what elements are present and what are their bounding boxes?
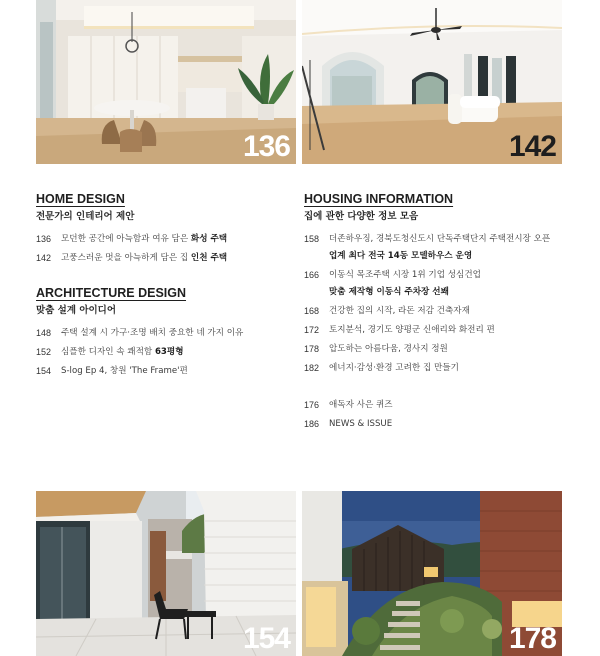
- housing-information-section: [304, 192, 566, 437]
- section-title: HOME DESIGN: [36, 192, 125, 206]
- section-subtitle: 전문가의 인테리어 제안: [36, 211, 135, 222]
- toc-item-text: 심플한 디자인 속 쾌적함: [61, 347, 155, 357]
- toc-item[interactable]: [304, 233, 566, 269]
- toc-page-number: 172: [304, 325, 320, 335]
- toc-item-highlight: 맞춤 제작형 이동식 주차장 선봬: [329, 287, 449, 297]
- toc-page-number: 158: [304, 234, 320, 244]
- toc-item[interactable]: [36, 252, 298, 271]
- toc-item-text: 애독자 사은 퀴즈: [329, 400, 393, 410]
- toc-item[interactable]: [304, 305, 566, 324]
- toc-item-text: 주택 설계 시 가구·조명 배치 중요한 네 가지 이유: [61, 328, 244, 338]
- toc-item-text: 토지분석, 경기도 양평군 신애리와 화전리 편: [329, 325, 495, 335]
- toc-item-text: NEWS & ISSUE: [329, 419, 393, 429]
- toc-item-text: 압도하는 아름다움, 경사지 정원: [329, 344, 448, 354]
- toc-item[interactable]: [304, 269, 566, 305]
- toc-item-text: 더존하우징, 경북도청신도시 단독주택단지 주택전시장 오픈: [329, 234, 551, 244]
- toc-page-number: 136: [36, 234, 52, 244]
- home-design-section: [36, 192, 298, 271]
- toc-item[interactable]: [304, 418, 566, 437]
- photo-interior-dining: [36, 0, 296, 164]
- toc-item-text: 이동식 목조주택 시장 1위 기업 성심건업: [329, 270, 481, 280]
- photo-page-number: 142: [508, 130, 556, 163]
- toc-item[interactable]: [304, 343, 566, 362]
- photo-page-number: 178: [508, 622, 556, 655]
- photo-interior-living: [302, 0, 562, 164]
- toc-page-number: 168: [304, 306, 320, 316]
- toc-item-highlight: 업계 최다 전국 14동 모델하우스 운영: [329, 251, 473, 261]
- toc-item-highlight: 인천 주택: [190, 253, 228, 263]
- toc-item[interactable]: [36, 346, 298, 365]
- toc-page-number: 176: [304, 400, 320, 410]
- toc-item-text: 에너지·감성·환경 고려한 집 만들기: [329, 363, 459, 373]
- toc-item[interactable]: [36, 233, 298, 252]
- section-subtitle: 집에 관한 다양한 정보 모음: [304, 211, 419, 222]
- section-subtitle: 맞춤 설계 아이디어: [36, 305, 117, 316]
- toc-page-number: 186: [304, 419, 320, 429]
- toc-item[interactable]: [36, 327, 298, 346]
- right-column: [304, 192, 566, 437]
- toc-item-highlight: 63평형: [154, 347, 184, 357]
- toc-item-text: S-log Ep 4, 창원 'The Frame'편: [61, 366, 188, 376]
- architecture-design-section: [36, 286, 298, 384]
- toc-item-highlight: 화성 주택: [190, 234, 228, 244]
- spacer: [304, 381, 566, 399]
- toc-item[interactable]: [304, 399, 566, 418]
- toc-page-number: 142: [36, 253, 52, 263]
- toc-item-text: 건강한 집의 시작, 라돈 저감 건축자재: [329, 306, 470, 316]
- toc-page-number: 152: [36, 347, 52, 357]
- toc-item[interactable]: [304, 362, 566, 381]
- toc-page-number: 178: [304, 344, 320, 354]
- left-column: [36, 192, 298, 384]
- photo-page-number: 154: [242, 622, 290, 655]
- photo-page-number: 136: [242, 130, 290, 163]
- toc-item-text: 고풍스러운 멋을 아늑하게 담은 집: [61, 253, 191, 263]
- photo-exterior-garden: [302, 491, 562, 656]
- toc-item-text: 모던한 공간에 아늑함과 여유 담은: [61, 234, 191, 244]
- section-title: HOUSING INFORMATION: [304, 192, 454, 206]
- photo-exterior-terrace: [36, 491, 296, 656]
- toc-page-number: 182: [304, 363, 320, 373]
- section-title: ARCHITECTURE DESIGN: [36, 286, 187, 300]
- toc-item[interactable]: [36, 365, 298, 384]
- toc-page-number: 166: [304, 270, 320, 280]
- toc-item[interactable]: [304, 324, 566, 343]
- toc-page-number: 148: [36, 328, 52, 338]
- toc-page-number: 154: [36, 366, 52, 376]
